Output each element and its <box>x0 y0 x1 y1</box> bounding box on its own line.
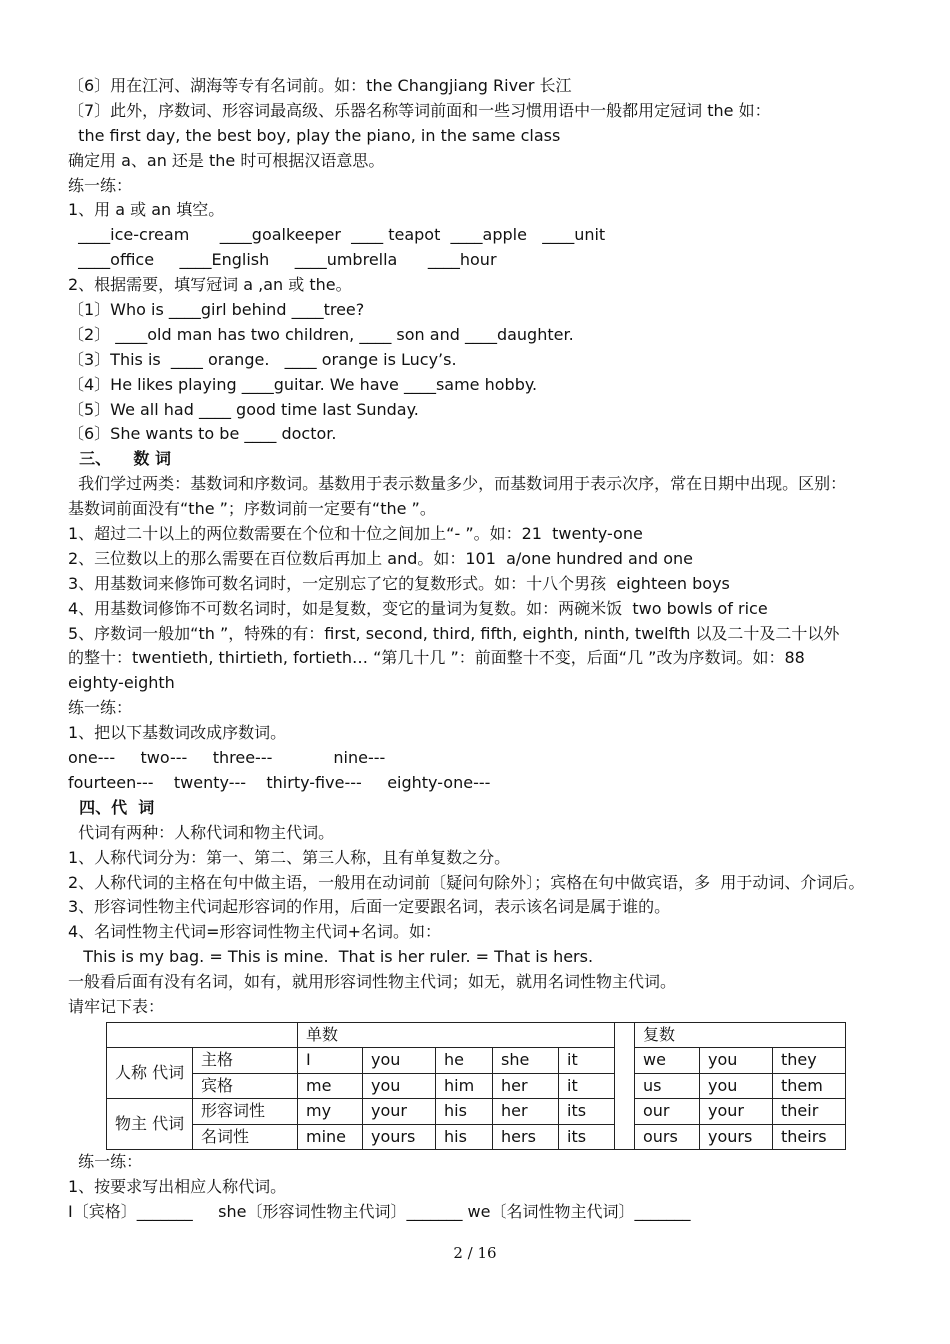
text-line: the first day, the best boy, play the piano, in the same class <box>68 125 561 145</box>
table-cell: you <box>700 1048 773 1074</box>
text-line: 3、形容词性物主代词起形容词的作用，后面一定要跟名词，表示该名词是属于谁的。 <box>68 897 671 917</box>
text-line: 练一练： <box>68 698 133 718</box>
table-row <box>107 1048 846 1074</box>
document-page <box>68 74 898 1225</box>
table-cell: yours <box>363 1124 436 1150</box>
table-cell: me <box>298 1073 363 1099</box>
text-line: 〔3〕This is ____ orange. ____ orange is Lucy’s. <box>68 349 457 369</box>
text-line: ____ice-cream ____goalkeeper ____ teapot ____apple ____unit <box>68 225 606 245</box>
text-line: 的整十：twentieth, thirtieth, fortieth… “第几十几 ”：前面整十不变，后面“几 ”改为序数词。如：88 <box>68 648 805 668</box>
text-line: 练一练： <box>68 175 133 195</box>
text-line: 5、序数词一般加“th ”，特殊的有：first, second, third, fifth, eighth, ninth, twelfth 以及二十及二十以外 <box>68 623 840 643</box>
table-cell: they <box>773 1048 846 1074</box>
text-line: 2、三位数以上的那么需要在百位数后再加上 and。如：101 a/one hundred and one <box>68 548 693 568</box>
text-line: 一般看后面有没有名词，如有，就用形容词性物主代词；如无，就用名词性物主代词。 <box>68 972 677 992</box>
text-line: 1、把以下基数词改成序数词。 <box>68 723 287 743</box>
table-cell: I <box>298 1048 363 1074</box>
table-cell: him <box>436 1073 493 1099</box>
table-cell: her <box>493 1099 559 1125</box>
text-line: 〔2〕 ____old man has two children, ____ son and ____daughter. <box>68 324 574 344</box>
text-line: 3、用基数词来修饰可数名词时，一定别忘了它的复数形式。如：十八个男孩 eighteen boys <box>68 573 730 593</box>
text-line: 〔6〕She wants to be ____ doctor. <box>68 424 337 444</box>
text-line: 1、人称代词分为：第一、第二、第三人称，且有单复数之分。 <box>68 847 511 867</box>
text-line: 1、超过二十以上的两位数需要在个位和十位之间加上“- ”。如：21 twenty-one <box>68 524 643 544</box>
text-line: 练一练： <box>68 1152 143 1172</box>
table-cell: hers <box>493 1124 559 1150</box>
table-gap-column <box>615 1022 635 1150</box>
text-line: 4、名词性物主代词=形容词性物主代词+名词。如： <box>68 922 441 942</box>
table-cell: our <box>635 1099 700 1125</box>
table-cell: its <box>559 1124 615 1150</box>
numerals-section <box>68 472 898 796</box>
row-label: 主格 <box>193 1048 298 1074</box>
table-cell: their <box>773 1099 846 1125</box>
table-cell: you <box>363 1073 436 1099</box>
text-line: 1、用 a 或 an 填空。 <box>68 200 225 220</box>
table-header-row <box>107 1022 846 1048</box>
table-cell: it <box>559 1073 615 1099</box>
text-line: 〔5〕We all had ____ good time last Sunday. <box>68 399 419 419</box>
table-cell: you <box>700 1073 773 1099</box>
table-row <box>107 1099 846 1125</box>
section-heading-numerals: 三、 数 词 <box>68 449 171 469</box>
table-cell: yours <box>700 1124 773 1150</box>
article-section-top <box>68 74 898 447</box>
table-row <box>107 1073 846 1099</box>
table-cell: it <box>559 1048 615 1074</box>
text-line: 2、根据需要，填写冠词 a ,an 或 the。 <box>68 275 352 295</box>
table-cell: he <box>436 1048 493 1074</box>
section-heading-pronouns: 四、代 词 <box>68 797 155 817</box>
table-cell: your <box>363 1099 436 1125</box>
table-cell: its <box>559 1099 615 1125</box>
row-label: 名词性 <box>193 1124 298 1150</box>
table-cell: theirs <box>773 1124 846 1150</box>
pronouns-section <box>68 821 898 1020</box>
table-cell: my <box>298 1099 363 1125</box>
table-cell: she <box>493 1048 559 1074</box>
text-line: I〔宾格〕_______ she〔形容词性物主代词〕_______ we〔名词性物主代词〕_______ <box>68 1202 691 1222</box>
text-line: 基数词前面没有“the ”；序数词前一定要有“the ”。 <box>68 499 436 519</box>
text-line: 确定用 a、an 还是 the 时可根据汉语意思。 <box>68 150 385 170</box>
text-line: 〔4〕He likes playing ____guitar. We have ____same hobby. <box>68 374 538 394</box>
page-number: 2 / 16 <box>453 1244 497 1262</box>
plural-header: 复数 <box>635 1022 846 1048</box>
table-cell: her <box>493 1073 559 1099</box>
row-label: 形容词性 <box>193 1099 298 1125</box>
possessive-pronoun-label: 物主 代词 <box>107 1099 193 1150</box>
table-cell: your <box>700 1099 773 1125</box>
text-line: This is my bag. = This is mine. That is her ruler. = That is hers. <box>68 947 594 967</box>
table-cell: his <box>436 1124 493 1150</box>
singular-header: 单数 <box>298 1022 615 1048</box>
table-cell: mine <box>298 1124 363 1150</box>
text-line: 1、按要求写出相应人称代词。 <box>68 1177 287 1197</box>
personal-pronoun-label: 人称 代词 <box>107 1048 193 1099</box>
text-line: 〔6〕用在江河、湖海等专有名词前。如：the Changjiang River 长江 <box>68 76 572 95</box>
table-row <box>107 1124 846 1150</box>
text-line: 〔1〕Who is ____girl behind ____tree? <box>68 300 365 320</box>
text-line: 请牢记下表： <box>68 996 165 1016</box>
text-line: one--- two--- three--- nine--- <box>68 748 386 768</box>
text-line: ____office ____English ____umbrella ____hour <box>68 250 497 270</box>
table-corner-cell <box>107 1022 298 1048</box>
table-cell: we <box>635 1048 700 1074</box>
text-line: 我们学过两类：基数词和序数词。基数用于表示数量多少，而基数词用于表示次序，常在日期中出现。区别： <box>68 474 847 494</box>
text-line: fourteen--- twenty--- thirty-five--- eighty-one--- <box>68 772 491 792</box>
text-line: eighty-eighth <box>68 673 175 693</box>
text-line: 〔7〕此外，序数词、形容词最高级、乐器名称等词前面和一些习惯用语中一般都用定冠词 the 如： <box>68 100 771 120</box>
text-line: 2、人称代词的主格在句中做主语，一般用在动词前〔疑问句除外〕；宾格在句中做宾语，多 用于动词、介词后。 <box>68 872 865 892</box>
table-cell: ours <box>635 1124 700 1150</box>
table-cell: you <box>363 1048 436 1074</box>
row-label: 宾格 <box>193 1073 298 1099</box>
text-line: 代词有两种：人称代词和物主代词。 <box>68 822 335 842</box>
table-cell: his <box>436 1099 493 1125</box>
exercise-section <box>68 1150 898 1225</box>
text-line: 4、用基数词修饰不可数名词时，如是复数，变它的量词为复数。如：两碗米饭 two bowls of rice <box>68 598 768 618</box>
table-cell: us <box>635 1073 700 1099</box>
table-cell: them <box>773 1073 846 1099</box>
pronoun-table <box>106 1022 846 1151</box>
